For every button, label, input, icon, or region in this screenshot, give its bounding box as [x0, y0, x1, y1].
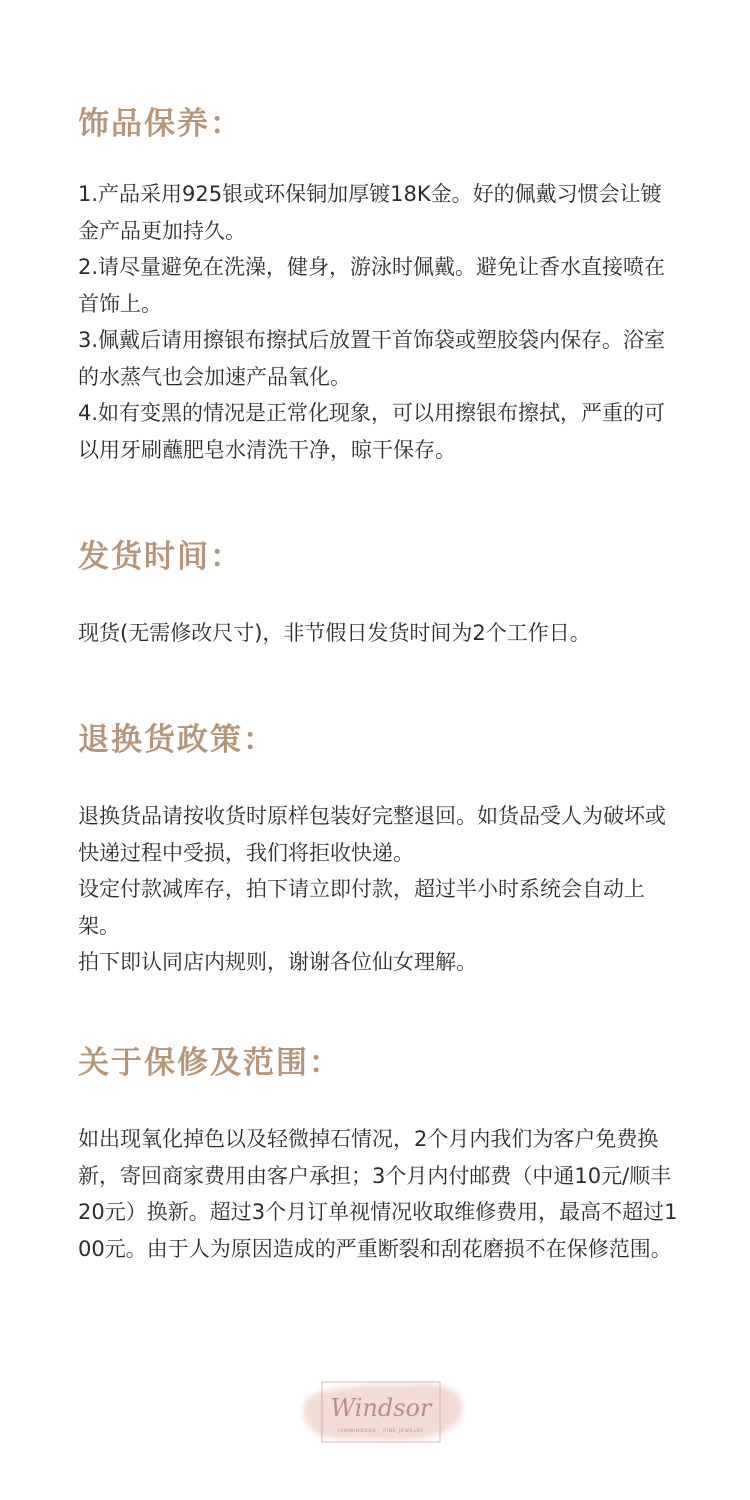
care-item-1: 1.产品采用925银或环保铜加厚镀18K金。好的佩戴习惯会让镀金产品更加持久。 [78, 182, 662, 243]
shipping-time-section [78, 537, 678, 652]
jewelry-care-body [78, 176, 678, 468]
care-item-3: 3.佩戴后请用擦银布擦拭后放置干首饰袋或塑胶袋内保存。浴室的水蒸气也会加速产品氧化。 [78, 328, 666, 389]
warranty-section [78, 1043, 678, 1267]
return-policy-title: 退换货政策： [78, 722, 276, 758]
windsor-logo-graphic [300, 1376, 470, 1450]
shipping-time-body [78, 615, 678, 652]
shipping-time-title: 发货时间： [78, 539, 243, 575]
return-text-3: 拍下即认同店内规则，谢谢各位仙女理解。 [78, 950, 477, 974]
warranty-body [78, 1121, 678, 1267]
return-text-1: 退换货品请按收货时原样包装好完整退回。如货品受人为破坏或快递过程中受损，我们将拒收快递。 [78, 804, 666, 865]
warranty-title: 关于保修及范围： [78, 1045, 342, 1081]
logo-tagline: IAMWINDSOR · FINE JEWELRY [338, 1429, 424, 1434]
return-text-2: 设定付款减库存，拍下请立即付款，超过半小时系统会自动上架。 [78, 877, 645, 938]
warranty-text: 如出现氧化掉色以及轻微掉石情况，2个月内我们为客户免费换新，寄回商家费用由客户承担；3个月内付邮费（中通10元/顺丰20元）换新。超过3个月订单视情况收取维修费用，最高不超过100元。由于人为原因造成的严重断裂和刮花磨损不在保修范围。 [78, 1127, 678, 1261]
jewelry-care-section [78, 104, 678, 468]
care-item-2: 2.请尽量避免在洗澡，健身，游泳时佩戴。避免让香水直接喷在首饰上。 [78, 255, 666, 316]
jewelry-care-title: 饰品保养： [78, 106, 243, 142]
logo-wordmark: Windsor [330, 1394, 432, 1422]
return-policy-body [78, 798, 678, 981]
shipping-text: 现货(无需修改尺寸)，非节假日发货时间为2个工作日。 [78, 621, 591, 645]
return-policy-section [78, 720, 678, 981]
windsor-logo [300, 1376, 470, 1450]
care-item-4: 4.如有变黑的情况是正常化现象，可以用擦银布擦拭，严重的可以用牙刷蘸肥皂水清洗干净，晾干保存。 [78, 401, 666, 462]
